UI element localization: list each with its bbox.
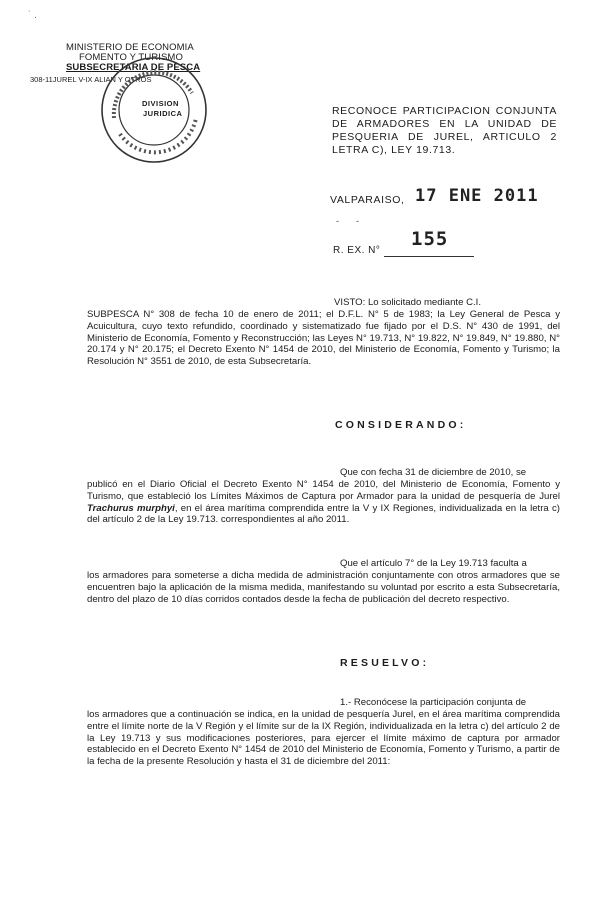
- resuelvo-item1-first-line: 1.- Reconócese la participación conjunta de: [340, 697, 527, 708]
- ministry-line: MINISTERIO DE ECONOMIA: [66, 42, 194, 53]
- place-label: VALPARAISO,: [330, 194, 405, 206]
- date-stamp: 17 ENE 2011: [415, 186, 539, 206]
- considerando-para1: [87, 479, 560, 526]
- considerando-para2: los armadores para someterse a dicha medida de administración conjuntamente con otros armadores que se encuentren bajo la aplicación de la misma medida, manifestando su voluntad por escrito a esta Subsecretaría, dentro del plazo de 10 días corridos contados desde la fecha de publicación del decreto respectivo.: [87, 570, 560, 605]
- ministry-subline: FOMENTO Y TURISMO: [79, 52, 183, 63]
- considerando-para2-first-line: Que el artículo 7° de la Ley 19.713 faculta a: [340, 558, 527, 569]
- subsecretaria-line: SUBSECRETARIA DE PESCA: [66, 62, 201, 73]
- resuelvo-item1: los armadores que a continuación se indica, en la unidad de pesquería Jurel, en el área marítima comprendida entre el límite norte de la V Región y el límite sur de la IX Región, individualizada en la letra c) del artículo 2 de la Ley 19.713 y sus modificaciones posteriores, para ejercer el límite máximo de captura por armador establecido en el Decreto Exento N° 1454 de 2010 del Ministerio de Economía, Fomento y Turismo, a partir de la fecha de la presente Resolución y hasta el 31 de diciembre del 2011:: [87, 709, 560, 768]
- considerando-heading: CONSIDERANDO:: [335, 419, 467, 431]
- seal-text-division: DIVISION: [142, 99, 179, 108]
- reference-code: 308-11JUREL V-IX ALIAN Y OTROS: [30, 75, 152, 84]
- visto-first-line: VISTO: Lo solicitado mediante C.I.: [334, 297, 481, 308]
- resolution-underline: [384, 256, 474, 257]
- resuelvo-heading: RESUELVO:: [340, 657, 430, 669]
- species-name: Trachurus murphyi: [87, 502, 175, 514]
- para1-text-pre: publicó en el Diario Oficial el Decreto Exento N° 1454 de 2010, del Ministerio de Economía, Fomento y Turismo, que estableció los Límites Máximos de Captura por Armador para la unidad de pesquería de Jurel: [87, 479, 560, 502]
- visto-paragraph: SUBPESCA N° 308 de fecha 10 de enero de 2011; el D.F.L. N° 5 de 1983; la Ley General de Pesca y Acuicultura, cuyo texto refundido, coordinado y sistematizado fue fijado por el D.S. N° 430 de 1991, del Ministerio de Economía, Fomento y Reconstrucción; las Leyes N° 19.713, N° 19.822, N° 19.849, N° 19.880, N° 20.174 y N° 20.175; el Decreto Exento N° 1454 de 2010, del Ministerio de Economía, Fomento y Turismo; la Resolución N° 3551 de 2010, de esta Subsecretaría.: [87, 309, 560, 368]
- seal-text-juridica: JURIDICA: [143, 109, 183, 118]
- para1-text-post: , en el área marítima comprendida entre la V y IX Regiones, individualizada en la letra c) del artículo 2 de la Ley 19.713. correspondientes al año 2011.: [87, 502, 560, 526]
- considerando-para1-first-line: Que con fecha 31 de diciembre de 2010, se: [340, 467, 527, 478]
- margin-mark: ˙ .: [28, 10, 37, 21]
- resolution-title: RECONOCE PARTICIPACION CONJUNTA DE ARMADORES EN LA UNIDAD DE PESQUERIA DE JUREL, ARTICULO 2 LETRA C), LEY 19.713.: [332, 105, 557, 156]
- dash-marks: - -: [336, 216, 363, 226]
- resolution-number: 155: [411, 228, 449, 250]
- resolution-label: R. EX. N°: [333, 245, 381, 256]
